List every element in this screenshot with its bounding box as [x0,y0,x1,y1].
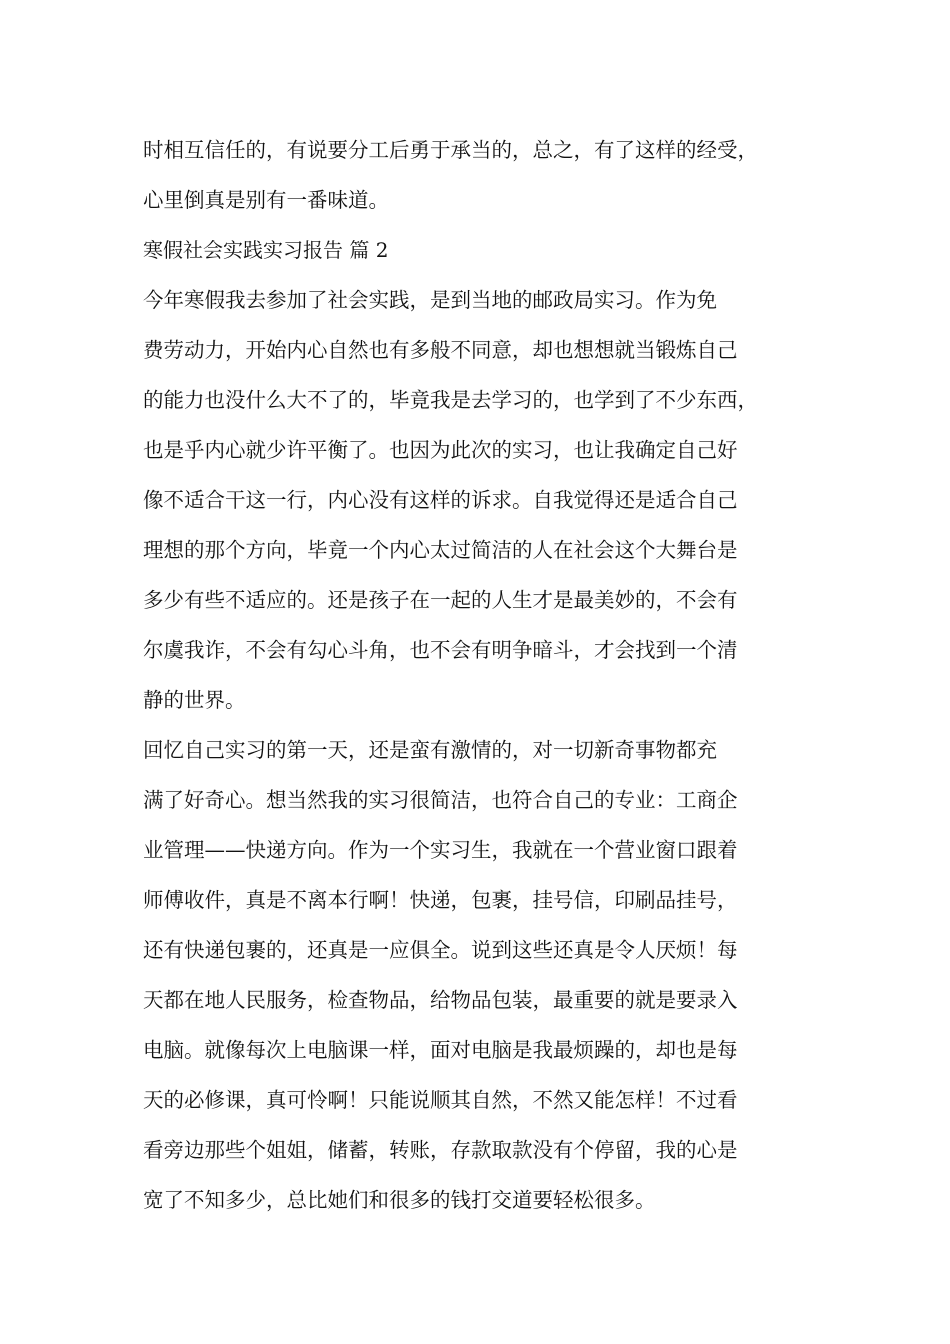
text-line: 的能力也没什么大不了的，毕竟我是去学习的，也学到了不少东西， [143,388,758,412]
text-line: 业管理——快递方向。作为一个实习生，我就在一个营业窗口跟着 [143,838,738,862]
text-line: 还有快递包裹的，还真是一应俱全。说到这些还真是令人厌烦！每 [143,938,738,962]
text-line: 天都在地人民服务，检查物品，给物品包装，最重要的就是要录入 [143,988,738,1012]
text-line: 静的世界。 [143,688,246,712]
text-line: 电脑。就像每次上电脑课一样，面对电脑是我最烦躁的，却也是每 [143,1038,738,1062]
text-line: 天的必修课，真可怜啊！只能说顺其自然，不然又能怎样！不过看 [143,1088,738,1112]
text-line: 像不适合干这一行，内心没有这样的诉求。自我觉得还是适合自己 [143,488,738,512]
section-heading: 寒假社会实践实习报告 篇 2 [143,238,389,262]
text-line: 师傅收件，真是不离本行啊！快递，包裹，挂号信，印刷品挂号， [143,888,738,912]
text-line: 看旁边那些个姐姐，储蓄，转账，存款取款没有个停留，我的心是 [143,1138,738,1162]
text-line: 费劳动力，开始内心自然也有多般不同意，却也想想就当锻炼自己 [143,338,738,362]
text-line: 回忆自己实习的第一天，还是蛮有激情的，对一切新奇事物都充 [143,738,717,762]
text-line: 今年寒假我去参加了社会实践，是到当地的邮政局实习。作为免 [143,288,717,312]
text-line: 满了好奇心。想当然我的实习很简洁，也符合自己的专业：工商企 [143,788,738,812]
text-line: 多少有些不适应的。还是孩子在一起的人生才是最美妙的，不会有 [143,588,738,612]
text-line: 尔虞我诈，不会有勾心斗角，也不会有明争暗斗，才会找到一个清 [143,638,738,662]
text-line: 时相互信任的，有说要分工后勇于承当的，总之，有了这样的经受， [143,138,758,162]
text-line: 也是乎内心就少许平衡了。也因为此次的实习，也让我确定自己好 [143,438,738,462]
text-line: 心里倒真是别有一番味道。 [143,188,389,212]
text-line: 宽了不知多少，总比她们和很多的钱打交道要轻松很多。 [143,1188,656,1212]
text-line: 理想的那个方向，毕竟一个内心太过简洁的人在社会这个大舞台是 [143,538,738,562]
